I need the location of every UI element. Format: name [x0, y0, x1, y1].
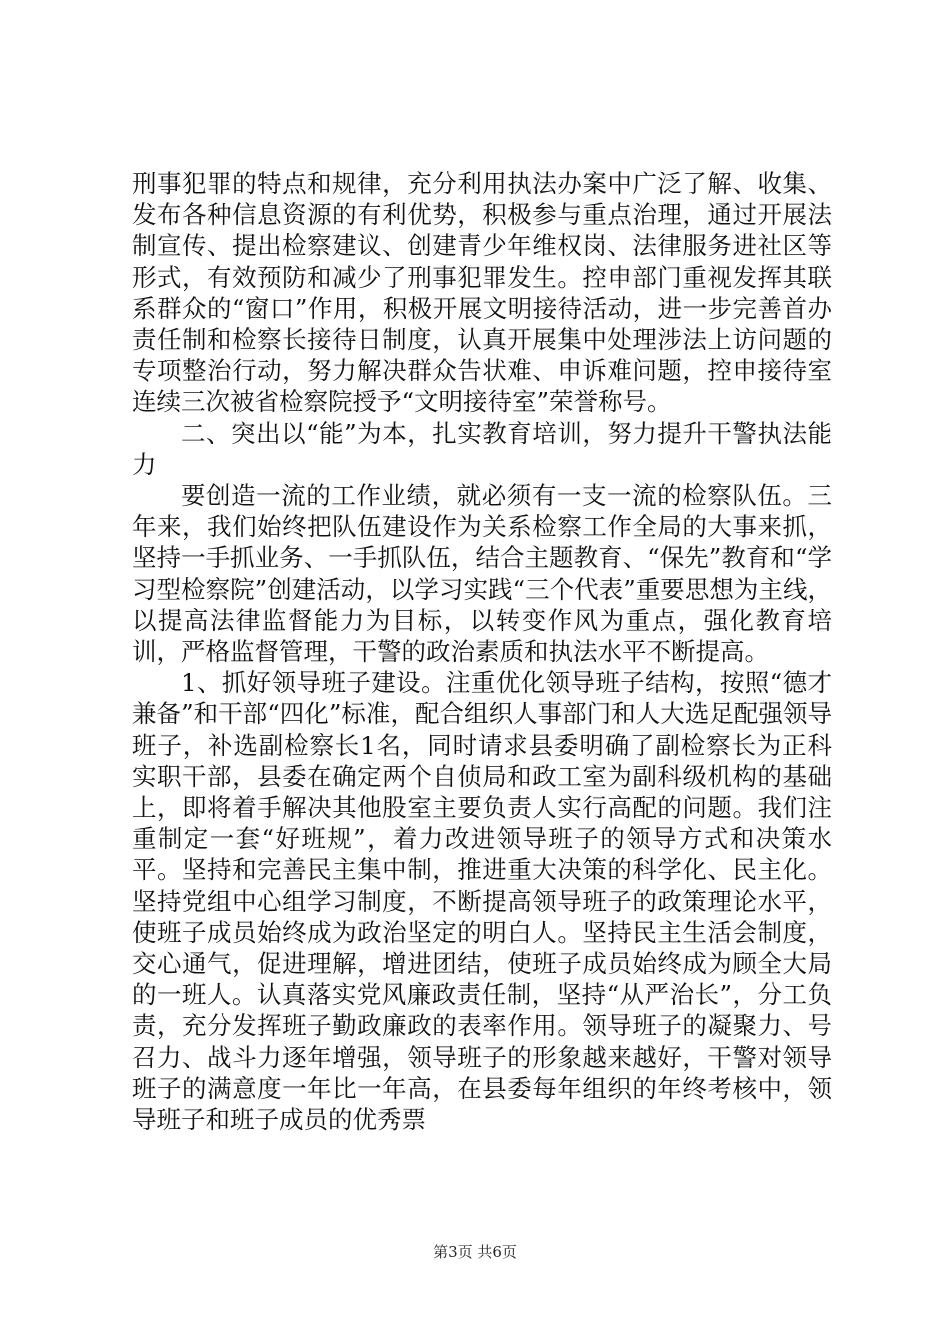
document-body	[132, 168, 832, 1135]
paragraph-leadership: 1、抓好领导班子建设。注重优化领导班子结构，按照“德才兼备”和干部“四化”标准，配合组织人事部门和人大选足配强领导班子，补选副检察长1名，同时请求县委明确了副检察长为正科实职干部，县委在确定两个自侦局和政工室为副科级机构的基础上，即将着手解决其他股室主要负责人实行高配的问题。我们注重制定一套“好班规”，着力改进领导班子的领导方式和决策水平。坚持和完善民主集中制，推进重大决策的科学化、民主化。坚持党组中心组学习制度，不断提高领导班子的政策理论水平，使班子成员始终成为政治坚定的明白人。坚持民主生活会制度，交心通气，促进理解，增进团结，使班子成员始终成为顾全大局的一班人。认真落实党风廉政责任制，坚持“从严治长”，分工负责，充分发挥班子勤政廉政的表率作用。领导班子的凝聚力、号召力、战斗力逐年增强，领导班子的形象越来越好，干警对领导班子的满意度一年比一年高，在县委每年组织的年终考核中，领导班子和班子成员的优秀票	[132, 668, 832, 1135]
paragraph-team-building: 要创造一流的工作业绩，就必须有一支一流的检察队伍。三年来，我们始终把队伍建设作为关系检察工作全局的大事来抓，坚持一手抓业务、一手抓队伍，结合主题教育、“保先”教育和“学习型检察院”创建活动，以学习实践“三个代表”重要思想为主线，以提高法律监督能力为目标，以转变作风为重点，强化教育培训，严格监督管理，干警的政治素质和执法水平不断提高。	[132, 481, 832, 667]
paragraph-continuation: 刑事犯罪的特点和规律，充分利用执法办案中广泛了解、收集、发布各种信息资源的有利优势，积极参与重点治理，通过开展法制宣传、提出检察建议、创建青少年维权岗、法律服务进社区等形式，有效预防和减少了刑事犯罪发生。控申部门重视发挥其联系群众的“窗口”作用，积极开展文明接待活动，进一步完善首办责任制和检察长接待日制度，认真开展集中处理涉法上访问题的专项整治行动，努力解决群众告状难、申诉难问题，控申接待室连续三次被省检察院授予“文明接待室”荣誉称号。	[132, 169, 832, 417]
page-number-footer: 第3页 共6页	[433, 1243, 517, 1261]
section-heading: 二、突出以“能”为本，扎实教育培训，努力提升干警执法能力	[132, 418, 832, 479]
